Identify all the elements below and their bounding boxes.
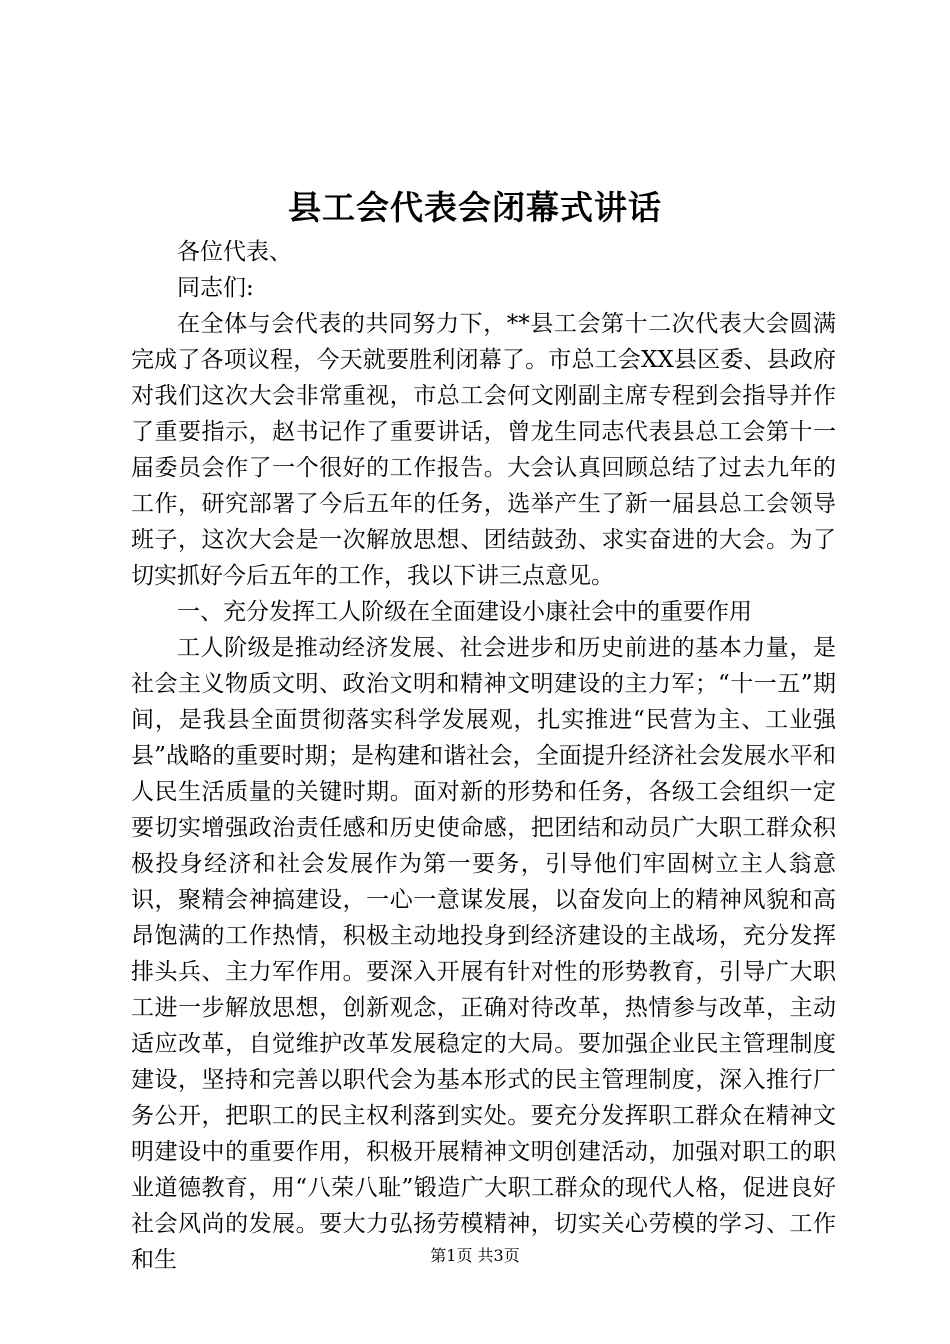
body-paragraph: 工人阶级是推动经济发展、社会进步和历史前进的基本力量，是社会主义物质文明、政治文明和精神文明建设的主力军；“十一五”期间，是我县全面贯彻落实科学发展观，扎实推进“民营为主、工业强县”战略的重要时期；是构建和谐社会，全面提升经济社会发展水平和人民生活质量的关键时期。面对新的形势和任务，各级工会组织一定要切实增强政治责任感和历史使命感，把团结和动员广大职工群众积极投身经济和社会发展作为第一要务，引导他们牢固树立主人翁意识，聚精会神搞建设，一心一意谋发展，以奋发向上的精神风貌和高昂饱满的工作热情，积极主动地投身到经济建设的主战场，充分发挥排头兵、主力军作用。要深入开展有针对性的形势教育，引导广大职工进一步解放思想，创新观念，正确对待改革，热情参与改革，主动适应改革，自觉维护改革发展稳定的大局。要加强企业民主管理制度建设，坚持和完善以职代会为基本形式的民主管理制度，深入推行厂务公开，把职工的民主权利落到实处。要充分发挥职工群众在精神文明建设中的重要作用，积极开展精神文明创建活动，加强对职工的职业道德教育，用“八荣八耻”锻造广大职工群众的现代人格，促进良好社会风尚的发展。要大力弘扬劳模精神，切实关心劳模的学习、工作和生: [131, 635, 836, 1273]
document-title: 县工会代表会闭幕式讲话: [288, 188, 662, 227]
document-body: [131, 234, 836, 1278]
section-heading: 一、充分发挥工人阶级在全面建设小康社会中的重要作用: [177, 599, 752, 625]
salutation-line-2: 同志们:: [177, 275, 254, 301]
salutation-line-1: 各位代表、: [177, 239, 292, 265]
page-footer: 第1页 共3页: [430, 1246, 520, 1265]
body-paragraph: 在全体与会代表的共同努力下，**县工会第十二次代表大会圆满完成了各项议程，今天就要胜利闭幕了。市总工会XX县区委、县政府对我们这次大会非常重视，市总工会何文刚副主席专程到会指导并作了重要指示，赵书记作了重要讲话，曾龙生同志代表县总工会第十一届委员会作了一个很好的工作报告。大会认真回顾总结了过去九年的工作，研究部署了今后五年的任务，选举产生了新一届县总工会领导班子，这次大会是一次解放思想、团结鼓劲、求实奋进的大会。为了切实抓好今后五年的工作，我以下讲三点意见。: [131, 311, 836, 589]
